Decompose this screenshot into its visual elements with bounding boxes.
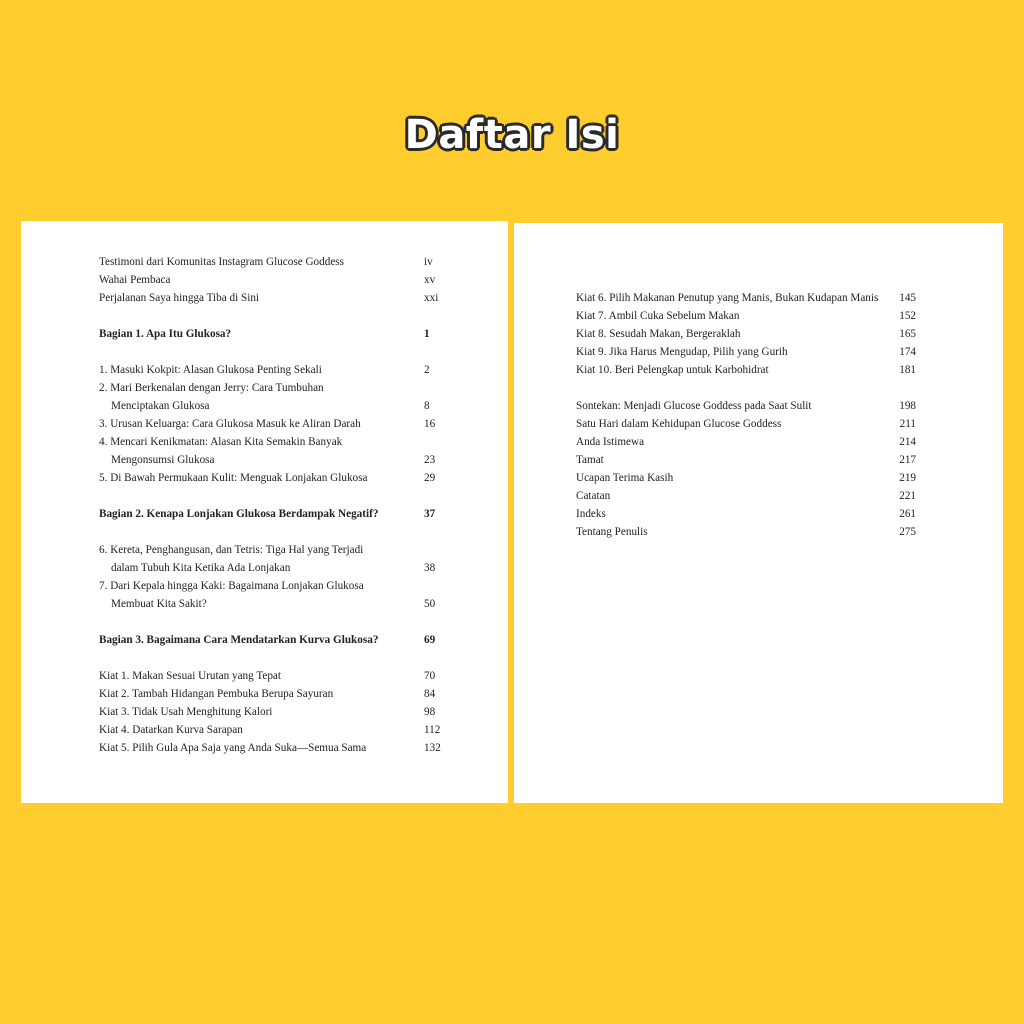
toc-part-heading xyxy=(99,505,444,523)
toc-entry xyxy=(576,289,916,307)
toc-entry xyxy=(99,433,444,469)
toc-entry-title: Kiat 6. Pilih Makanan Penutup yang Manis, Bukan Kudapan Manis xyxy=(576,292,879,304)
toc-entry-title: Wahai Pembaca xyxy=(99,274,171,286)
toc-entry-page: 275 xyxy=(899,526,916,538)
toc-entry-page: 8 xyxy=(424,400,430,412)
toc-part-title: Bagian 1. Apa Itu Glukosa? xyxy=(99,328,232,340)
toc-entry-page: xv xyxy=(424,274,436,286)
toc-right-list xyxy=(576,289,916,541)
toc-entry xyxy=(576,325,916,343)
toc-entry xyxy=(99,271,444,289)
toc-entry xyxy=(576,451,916,469)
toc-entry-page: 50 xyxy=(424,598,436,610)
toc-entry xyxy=(99,667,444,685)
toc-entry xyxy=(99,469,444,487)
toc-entry-title: Kiat 10. Beri Pelengkap untuk Karbohidrat xyxy=(576,364,769,376)
toc-entry xyxy=(576,523,916,541)
toc-entry-page: 16 xyxy=(424,418,436,430)
toc-entry-page: 152 xyxy=(899,310,916,322)
toc-entry-page: 98 xyxy=(424,706,436,718)
toc-entry-page: 132 xyxy=(424,742,441,754)
toc-entry-title: 2. Mari Berkenalan dengan Jerry: Cara Tumbuhan Menciptakan Glukosa xyxy=(99,382,324,412)
toc-part-page: 1 xyxy=(424,328,430,340)
toc-entry xyxy=(99,703,444,721)
toc-entry-page: xxi xyxy=(424,292,439,304)
toc-entry xyxy=(576,343,916,361)
toc-entry-page: 181 xyxy=(899,364,916,376)
toc-entry-title: Kiat 9. Jika Harus Mengudap, Pilih yang Gurih xyxy=(576,346,788,358)
toc-entry xyxy=(576,469,916,487)
toc-entry-page: 2 xyxy=(424,364,430,376)
toc-entry-page: 29 xyxy=(424,472,436,484)
toc-entry-title: Kiat 3. Tidak Usah Menghitung Kalori xyxy=(99,706,273,718)
toc-entry-title: Catatan xyxy=(576,490,611,502)
toc-entry-page: 221 xyxy=(899,490,916,502)
toc-entry xyxy=(576,433,916,451)
toc-part-heading xyxy=(99,631,444,649)
toc-part-title: Bagian 3. Bagaimana Cara Mendatarkan Kurva Glukosa? xyxy=(99,634,379,646)
toc-entry-title: Kiat 7. Ambil Cuka Sebelum Makan xyxy=(576,310,740,322)
toc-entry-page: 145 xyxy=(899,292,916,304)
toc-entry xyxy=(576,505,916,523)
toc-right-page xyxy=(514,223,1003,803)
toc-entry-title: Tamat xyxy=(576,454,604,466)
toc-entry xyxy=(99,541,444,577)
toc-entry-page: iv xyxy=(424,256,433,268)
toc-left-page xyxy=(21,221,508,803)
toc-entry-title: Satu Hari dalam Kehidupan Glucose Goddess xyxy=(576,418,782,430)
toc-entry-title: Tentang Penulis xyxy=(576,526,648,538)
toc-entry-title: Testimoni dari Komunitas Instagram Glucose Goddess xyxy=(99,256,344,268)
toc-entry xyxy=(99,361,444,379)
toc-entry-page: 217 xyxy=(899,454,916,466)
toc-entry-title: Kiat 5. Pilih Gula Apa Saja yang Anda Suka—Semua Sama xyxy=(99,742,367,754)
toc-entry-page: 214 xyxy=(899,436,916,448)
toc-entry-page: 70 xyxy=(424,670,436,682)
toc-entry-page: 261 xyxy=(899,508,916,520)
toc-entry-title: Kiat 8. Sesudah Makan, Bergeraklah xyxy=(576,328,741,340)
toc-entry-page: 211 xyxy=(899,418,916,430)
toc-entry-page: 38 xyxy=(424,562,436,574)
toc-part-title: Bagian 2. Kenapa Lonjakan Glukosa Berdampak Negatif? xyxy=(99,508,379,520)
toc-entry-title: Kiat 4. Datarkan Kurva Sarapan xyxy=(99,724,243,736)
toc-entry-title: 1. Masuki Kokpit: Alasan Glukosa Penting Sekali xyxy=(99,364,322,376)
toc-entry xyxy=(99,721,444,739)
toc-entry-page: 23 xyxy=(424,454,436,466)
toc-entry-title: Anda Istimewa xyxy=(576,436,645,448)
toc-part-page: 69 xyxy=(424,634,436,646)
toc-entry-title: 4. Mencari Kenikmatan: Alasan Kita Semakin Banyak Mengonsumsi Glukosa xyxy=(99,436,343,466)
toc-entry-page: 174 xyxy=(899,346,916,358)
toc-entry xyxy=(576,361,916,379)
toc-part-heading xyxy=(99,325,444,343)
toc-entry-title: Kiat 1. Makan Sesuai Urutan yang Tepat xyxy=(99,670,282,682)
toc-entry xyxy=(99,577,444,613)
toc-entry-title: Ucapan Terima Kasih xyxy=(576,472,674,484)
toc-left-list xyxy=(99,253,444,757)
toc-entry-title: 5. Di Bawah Permukaan Kulit: Menguak Lonjakan Glukosa xyxy=(99,472,368,484)
toc-entry xyxy=(99,739,444,757)
toc-entry xyxy=(99,685,444,703)
toc-part-page: 37 xyxy=(424,508,436,520)
toc-entry-page: 198 xyxy=(899,400,916,412)
toc-entry xyxy=(576,487,916,505)
toc-entry-title: 7. Dari Kepala hingga Kaki: Bagaimana Lonjakan Glukosa Membuat Kita Sakit? xyxy=(99,580,364,610)
toc-entry-title: Indeks xyxy=(576,508,606,520)
toc-entry xyxy=(99,415,444,433)
toc-entry-page: 165 xyxy=(899,328,916,340)
toc-entry-page: 219 xyxy=(899,472,916,484)
toc-entry-title: 3. Urusan Keluarga: Cara Glukosa Masuk ke Aliran Darah xyxy=(99,418,361,430)
toc-entry-title: 6. Kereta, Penghangusan, dan Tetris: Tiga Hal yang Terjadi dalam Tubuh Kita Ketika Ada Lonjakan xyxy=(99,544,364,574)
toc-entry-title: Sontekan: Menjadi Glucose Goddess pada Saat Sulit xyxy=(576,400,812,412)
page-title: Daftar Isi xyxy=(404,112,620,158)
toc-entry xyxy=(576,415,916,433)
toc-entry-page: 112 xyxy=(424,724,441,736)
toc-entry xyxy=(576,397,916,415)
toc-entry xyxy=(99,379,444,415)
toc-entry-title: Kiat 2. Tambah Hidangan Pembuka Berupa Sayuran xyxy=(99,688,334,700)
toc-entry xyxy=(576,307,916,325)
toc-entry-page: 84 xyxy=(424,688,436,700)
toc-entry-title: Perjalanan Saya hingga Tiba di Sini xyxy=(99,292,260,304)
toc-entry xyxy=(99,253,444,271)
toc-entry xyxy=(99,289,444,307)
